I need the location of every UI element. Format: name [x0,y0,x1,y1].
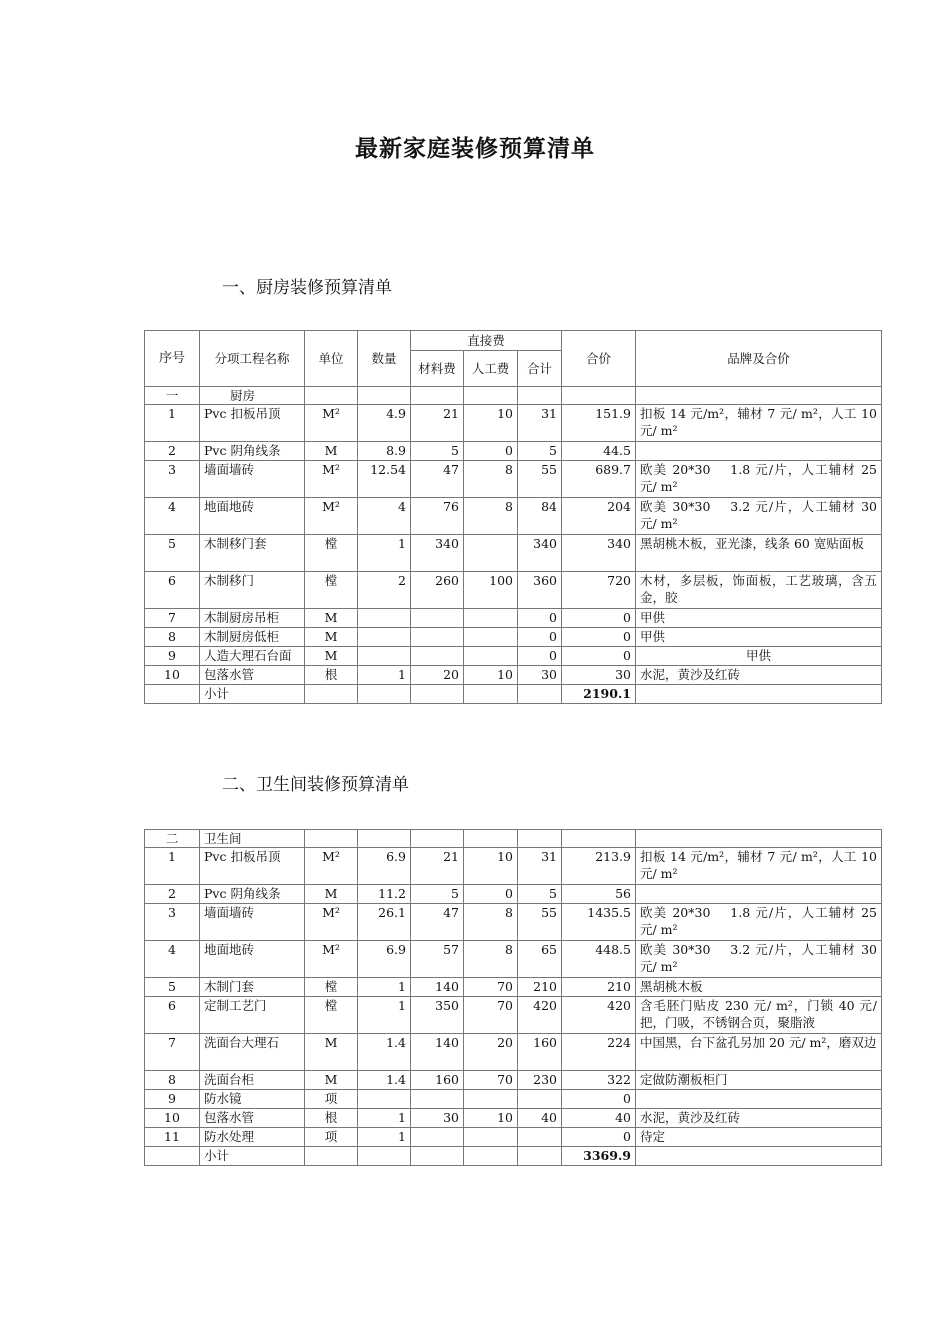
item-seq: 4 [145,941,200,978]
table-row [145,848,882,885]
item-quantity: 1 [358,1128,411,1147]
item-quantity: 1.4 [358,1071,411,1090]
item-unit: M [305,885,358,904]
item-labor-cost [464,609,518,628]
page-title: 最新家庭装修预算清单 [355,135,595,162]
item-brand: 中国黑，台下盆孔另加 20 元/ m²，磨双边 [636,1034,882,1071]
item-total-price: 210 [562,978,636,997]
item-seq: 3 [145,904,200,941]
item-seq: 8 [145,628,200,647]
item-subtotal: 40 [518,1109,562,1128]
summary-total: 3369.9 [562,1147,636,1166]
item-labor-cost: 8 [464,461,518,498]
item-material-cost: 76 [411,498,464,535]
item-brand: 水泥，黄沙及红砖 [636,666,882,685]
kitchen-group-row [145,387,882,405]
item-unit: 樘 [305,978,358,997]
item-name: Pvc 扣板吊顶 [200,848,305,885]
item-unit: M [305,1071,358,1090]
item-brand: 定做防潮板柜门 [636,1071,882,1090]
table-row [145,1090,882,1109]
table-row [145,885,882,904]
item-total-price: 30 [562,666,636,685]
table-row [145,461,882,498]
item-quantity [358,647,411,666]
item-name: 洗面台大理石 [200,1034,305,1071]
bathroom-section-title: 二、卫生间装修预算清单 [222,775,409,795]
item-labor-cost: 70 [464,978,518,997]
item-material-cost: 140 [411,978,464,997]
item-name: Pvc 扣板吊顶 [200,405,305,442]
table-row [145,647,882,666]
item-total-price: 151.9 [562,405,636,442]
item-seq: 7 [145,1034,200,1071]
table-row [145,997,882,1034]
item-quantity: 1 [358,666,411,685]
item-seq: 2 [145,885,200,904]
item-labor-cost: 10 [464,405,518,442]
item-labor-cost: 8 [464,498,518,535]
item-labor-cost: 10 [464,1109,518,1128]
summary-label: 小计 [200,1147,305,1166]
item-seq: 4 [145,498,200,535]
group-seq: 一 [145,387,200,405]
item-quantity: 4.9 [358,405,411,442]
item-name: 木制移门 [200,572,305,609]
item-quantity: 11.2 [358,885,411,904]
item-quantity: 26.1 [358,904,411,941]
item-unit: M² [305,941,358,978]
item-total-price: 689.7 [562,461,636,498]
item-subtotal [518,1128,562,1147]
item-quantity: 12.54 [358,461,411,498]
item-name: 地面地砖 [200,941,305,978]
table-row [145,442,882,461]
item-material-cost: 160 [411,1071,464,1090]
item-labor-cost [464,535,518,572]
item-name: 木制移门套 [200,535,305,572]
item-unit: M² [305,498,358,535]
item-subtotal: 420 [518,997,562,1034]
item-total-price: 0 [562,609,636,628]
group-name: 厨房 [200,387,305,405]
item-total-price: 448.5 [562,941,636,978]
item-total-price: 0 [562,1128,636,1147]
item-unit: 樘 [305,997,358,1034]
item-material-cost: 340 [411,535,464,572]
item-brand: 甲供 [636,647,882,666]
item-subtotal [518,1090,562,1109]
item-material-cost: 5 [411,885,464,904]
table-row [145,405,882,442]
item-seq: 3 [145,461,200,498]
item-quantity: 1 [358,978,411,997]
group-name: 卫生间 [200,830,305,848]
item-seq: 7 [145,609,200,628]
table-row [145,1071,882,1090]
item-subtotal: 0 [518,647,562,666]
table-row [145,1109,882,1128]
item-labor-cost [464,1128,518,1147]
item-material-cost [411,1128,464,1147]
item-seq: 9 [145,647,200,666]
item-subtotal: 0 [518,628,562,647]
item-seq: 9 [145,1090,200,1109]
item-material-cost: 21 [411,848,464,885]
item-quantity: 1 [358,535,411,572]
summary-label: 小计 [200,685,305,704]
table-row [145,978,882,997]
item-name: Pvc 阴角线条 [200,442,305,461]
item-labor-cost: 0 [464,442,518,461]
item-subtotal: 31 [518,405,562,442]
item-unit: M [305,647,358,666]
item-subtotal: 160 [518,1034,562,1071]
item-seq: 5 [145,978,200,997]
item-seq: 6 [145,572,200,609]
item-unit: 项 [305,1090,358,1109]
item-name: 木制门套 [200,978,305,997]
header-brand-and-price: 品牌及合价 [636,331,882,387]
item-brand [636,1090,882,1109]
header-quantity: 数量 [358,331,411,387]
item-name: 墙面墙砖 [200,904,305,941]
item-brand: 水泥，黄沙及红砖 [636,1109,882,1128]
item-brand: 甲供 [636,628,882,647]
item-subtotal: 0 [518,609,562,628]
item-labor-cost: 70 [464,1071,518,1090]
item-quantity: 2 [358,572,411,609]
bathroom-summary-row [145,1147,882,1166]
item-material-cost: 20 [411,666,464,685]
item-unit: M² [305,405,358,442]
table-row [145,904,882,941]
item-brand: 欧美 30*30 3.2 元/片，人工辅材 30 元/ m² [636,498,882,535]
item-quantity [358,609,411,628]
item-brand: 待定 [636,1128,882,1147]
item-total-price: 40 [562,1109,636,1128]
item-labor-cost: 100 [464,572,518,609]
item-brand: 黑胡桃木板，亚光漆，线条 60 宽贴面板 [636,535,882,572]
item-material-cost: 47 [411,461,464,498]
item-unit: 樘 [305,535,358,572]
kitchen-table-header [145,331,882,387]
item-total-price: 420 [562,997,636,1034]
item-subtotal: 210 [518,978,562,997]
table-row [145,609,882,628]
item-name: 定制工艺门 [200,997,305,1034]
item-labor-cost [464,647,518,666]
item-material-cost: 21 [411,405,464,442]
item-seq: 10 [145,1109,200,1128]
item-subtotal: 340 [518,535,562,572]
item-name: 洗面台柜 [200,1071,305,1090]
item-subtotal: 55 [518,904,562,941]
item-name: 地面地砖 [200,498,305,535]
item-brand [636,442,882,461]
group-seq: 二 [145,830,200,848]
table-row [145,572,882,609]
item-brand: 欧美 20*30 1.8 元/片，人工辅材 25 元/ m² [636,904,882,941]
item-material-cost [411,609,464,628]
item-total-price: 213.9 [562,848,636,885]
table-row [145,535,882,572]
item-subtotal: 55 [518,461,562,498]
item-unit: 项 [305,1128,358,1147]
item-material-cost: 260 [411,572,464,609]
item-subtotal: 360 [518,572,562,609]
item-name: 包落水管 [200,1109,305,1128]
item-subtotal: 84 [518,498,562,535]
item-seq: 11 [145,1128,200,1147]
item-name: 防水处理 [200,1128,305,1147]
bathroom-group-row [145,830,882,848]
table-row [145,628,882,647]
table-row [145,941,882,978]
item-material-cost: 5 [411,442,464,461]
item-name: 包落水管 [200,666,305,685]
header-total-price: 合价 [562,331,636,387]
item-subtotal: 230 [518,1071,562,1090]
item-seq: 10 [145,666,200,685]
item-seq: 1 [145,848,200,885]
item-material-cost [411,647,464,666]
table-row [145,498,882,535]
item-seq: 6 [145,997,200,1034]
bathroom-budget-table [144,829,882,1166]
header-labor-cost: 人工费 [464,351,518,387]
header-seq: 序号 [145,331,200,387]
bathroom-rows [145,848,882,1147]
item-total-price: 224 [562,1034,636,1071]
item-quantity: 8.9 [358,442,411,461]
item-total-price: 0 [562,628,636,647]
item-subtotal: 65 [518,941,562,978]
item-brand: 甲供 [636,609,882,628]
item-brand: 扣板 14 元/m²，辅材 7 元/ m²，人工 10 元/ m² [636,405,882,442]
item-name: 人造大理石台面 [200,647,305,666]
item-subtotal: 30 [518,666,562,685]
item-name: 木制厨房吊柜 [200,609,305,628]
item-total-price: 0 [562,647,636,666]
item-quantity [358,1090,411,1109]
item-quantity: 1 [358,997,411,1034]
item-material-cost: 57 [411,941,464,978]
header-direct-cost: 直接费 [411,331,562,351]
item-labor-cost: 70 [464,997,518,1034]
item-labor-cost: 20 [464,1034,518,1071]
item-seq: 5 [145,535,200,572]
item-total-price: 44.5 [562,442,636,461]
item-subtotal: 5 [518,885,562,904]
summary-total: 2190.1 [562,685,636,704]
item-labor-cost: 10 [464,848,518,885]
item-quantity [358,628,411,647]
item-unit: M² [305,461,358,498]
item-seq: 1 [145,405,200,442]
item-material-cost: 140 [411,1034,464,1071]
header-material-cost: 材料费 [411,351,464,387]
item-total-price: 322 [562,1071,636,1090]
item-subtotal: 5 [518,442,562,461]
item-labor-cost: 0 [464,885,518,904]
item-brand [636,885,882,904]
item-quantity: 6.9 [358,941,411,978]
item-unit: 樘 [305,572,358,609]
item-seq: 2 [145,442,200,461]
item-labor-cost: 10 [464,666,518,685]
table-row [145,666,882,685]
item-total-price: 340 [562,535,636,572]
table-row [145,1034,882,1071]
item-quantity: 1 [358,1109,411,1128]
item-total-price: 720 [562,572,636,609]
item-brand: 黑胡桃木板 [636,978,882,997]
kitchen-section-title: 一、厨房装修预算清单 [222,278,392,298]
item-subtotal: 31 [518,848,562,885]
item-material-cost [411,628,464,647]
item-total-price: 0 [562,1090,636,1109]
item-material-cost: 47 [411,904,464,941]
item-total-price: 204 [562,498,636,535]
item-brand: 扣板 14 元/m²，辅材 7 元/ m²，人工 10 元/ m² [636,848,882,885]
item-labor-cost: 8 [464,904,518,941]
header-unit: 单位 [305,331,358,387]
header-subtotal: 合计 [518,351,562,387]
item-material-cost [411,1090,464,1109]
item-labor-cost: 8 [464,941,518,978]
kitchen-budget-table [144,330,882,704]
item-material-cost: 30 [411,1109,464,1128]
item-unit: M² [305,848,358,885]
item-unit: 根 [305,1109,358,1128]
table-row [145,1128,882,1147]
item-material-cost: 350 [411,997,464,1034]
item-brand: 欧美 30*30 3.2 元/片，人工辅材 30 元/ m² [636,941,882,978]
item-unit: M [305,1034,358,1071]
item-labor-cost [464,1090,518,1109]
item-total-price: 1435.5 [562,904,636,941]
item-unit: M² [305,904,358,941]
item-unit: 根 [305,666,358,685]
item-name: 防水镜 [200,1090,305,1109]
item-quantity: 6.9 [358,848,411,885]
kitchen-rows [145,405,882,685]
item-name: Pvc 阴角线条 [200,885,305,904]
item-name: 墙面墙砖 [200,461,305,498]
item-brand: 木材，多层板，饰面板，工艺玻璃，含五金，胶 [636,572,882,609]
item-quantity: 4 [358,498,411,535]
item-labor-cost [464,628,518,647]
item-name: 木制厨房低柜 [200,628,305,647]
item-brand: 欧美 20*30 1.8 元/片，人工辅材 25 元/ m² [636,461,882,498]
item-quantity: 1.4 [358,1034,411,1071]
kitchen-summary-row [145,685,882,704]
item-unit: M [305,609,358,628]
item-unit: M [305,442,358,461]
item-seq: 8 [145,1071,200,1090]
item-unit: M [305,628,358,647]
item-total-price: 56 [562,885,636,904]
item-brand: 含毛胚门贴皮 230 元/ m²，门锁 40 元/把，门吸，不锈钢合页，聚脂液 [636,997,882,1034]
header-item-name: 分项工程名称 [200,331,305,387]
